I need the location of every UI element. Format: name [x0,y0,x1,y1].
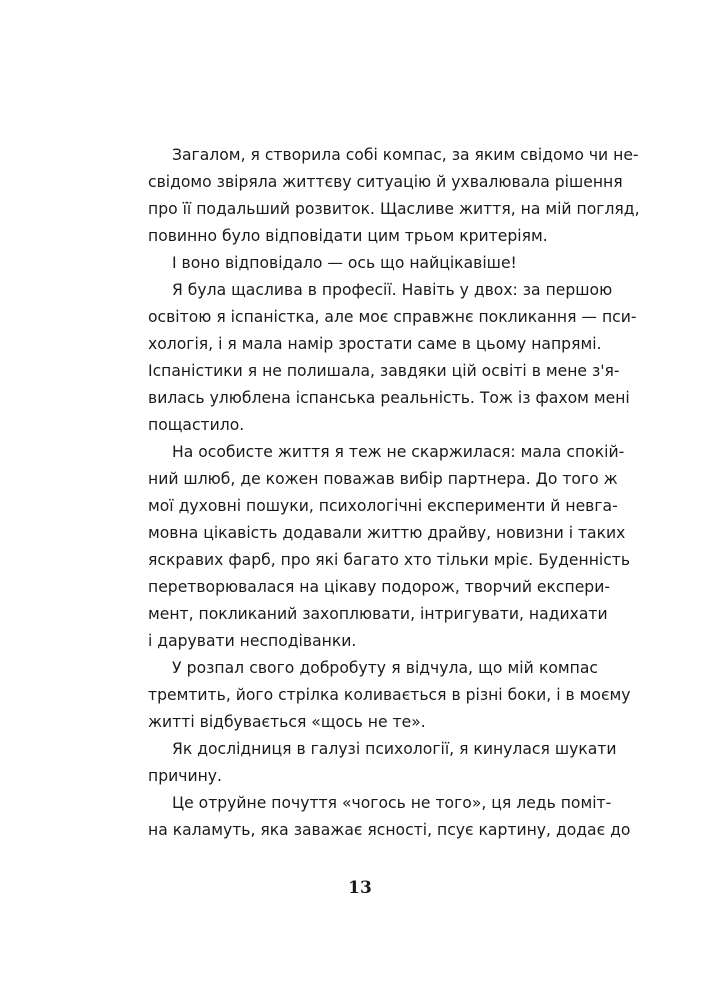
text-line: мої духовні пошуки, психологічні експерименти й невга- [148,497,618,515]
text-line: освітою я іспаністка, але моє справжнє покликання — пси- [148,308,637,326]
text-line: пощастило. [148,416,245,434]
text-line: мент, покликаний захоплювати, інтригувати, надихати [148,605,608,623]
text-line: ний шлюб, де кожен поважав вибір партнера. До того ж [148,470,618,488]
text-line: І воно відповідало — ось що найцікавіше! [172,254,517,272]
text-line: свідомо звіряла життєву ситуацію й ухвалювала рішення [148,173,623,191]
text-line: яскравих фарб, про які багато хто тільки мріє. Буденність [148,551,631,569]
text-line: Загалом, я створила собі компас, за яким свідомо чи не- [172,146,639,164]
text-line: хологія, і я мала намір зростати саме в цьому напрямі. [148,335,602,353]
text-line: Іспаністики я не полишала, завдяки цій освіті в мене з'я- [148,362,620,380]
text-line: мовна цікавість додавали життю драйву, новизни і таких [148,524,626,542]
text-line: на каламуть, яка заважає ясності, псує картину, додає до [148,821,631,839]
body-text [148,142,640,844]
text-line: і дарувати несподіванки. [148,632,357,650]
text-line: повинно було відповідати цим трьом критеріям. [148,227,548,245]
text-line: причину. [148,767,222,785]
text-line: Це отруйне почуття «чогось не того», ця ледь поміт- [172,794,612,812]
text-line: тремтить, його стрілка коливається в різні боки, і в моєму [148,686,631,704]
text-line: У розпал свого добробуту я відчула, що мій компас [172,659,598,677]
text-line: На особисте життя я теж не скаржилася: мала спокій- [172,443,625,461]
text-line: Я була щаслива в професії. Навіть у двох: за першою [172,281,613,299]
text-line: Як дослідниця в галузі психології, я кинулася шукати [172,740,617,758]
text-line: про її подальший розвиток. Щасливе життя, на мій погляд, [148,200,640,218]
page-number: 13 [348,878,372,898]
text-line: вилась улюблена іспанська реальність. Тож із фахом мені [148,389,630,407]
text-line: житті відбувається «щось не те». [148,713,426,731]
text-line: перетворювалася на цікаву подорож, творчий експери- [148,578,610,596]
